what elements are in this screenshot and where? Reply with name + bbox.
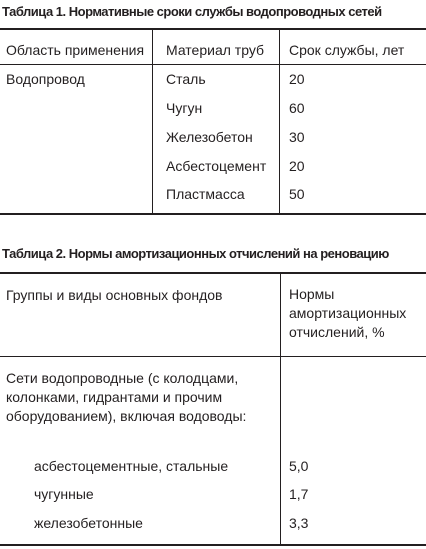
table1-title: Таблица 1. Нормативные сроки службы водопроводных сетей [2, 4, 382, 19]
table1-divider-2 [279, 29, 280, 214]
table1-years: 30 [289, 129, 305, 145]
table1-material: Железобетон [166, 129, 253, 145]
table2-row-name: асбестоцементные, стальные [34, 458, 229, 474]
table2-row-value: 1,7 [289, 486, 309, 502]
table1-top-rule [0, 28, 426, 30]
table1-header-years: Срок службы, лет [289, 42, 405, 58]
table1-bottom-rule [0, 213, 426, 215]
table1-divider-1 [152, 29, 153, 214]
table2-row-value: 5,0 [289, 458, 309, 474]
table1-area: Водопровод [6, 71, 85, 87]
table2-header-norm: Нормы амортизационных отчислений, % [289, 286, 407, 340]
table1-years: 60 [289, 100, 305, 116]
table1-material: Чугун [166, 100, 203, 116]
table1-material: Асбестоцемент [166, 158, 267, 174]
table1-header-material: Материал труб [166, 42, 265, 58]
table2-bottom-rule [0, 544, 426, 546]
table2-title: Таблица 2. Нормы амортизационных отчислений на реновацию [2, 246, 389, 261]
table1-material: Пластмасса [166, 186, 245, 202]
table1-years: 20 [289, 158, 305, 174]
table2-divider [280, 273, 281, 546]
table2-header-rule [0, 356, 426, 357]
table2-group: Сети водопроводные (с колодцами, колонками, гидрантами и прочим оборудованием), включая водоводы: [6, 370, 247, 424]
table2-top-rule [0, 272, 426, 274]
table1-header-area: Область применения [6, 42, 145, 58]
table1-years: 20 [289, 71, 305, 87]
table2-row-name: железобетонные [34, 515, 143, 531]
table1-material: Сталь [166, 71, 206, 87]
table2-header-group: Группы и виды основных фондов [6, 287, 223, 303]
table2-row-value: 3,3 [289, 515, 309, 531]
table2-row-name: чугунные [34, 486, 94, 502]
table1-header-rule [0, 64, 426, 65]
table1-years: 50 [289, 186, 305, 202]
